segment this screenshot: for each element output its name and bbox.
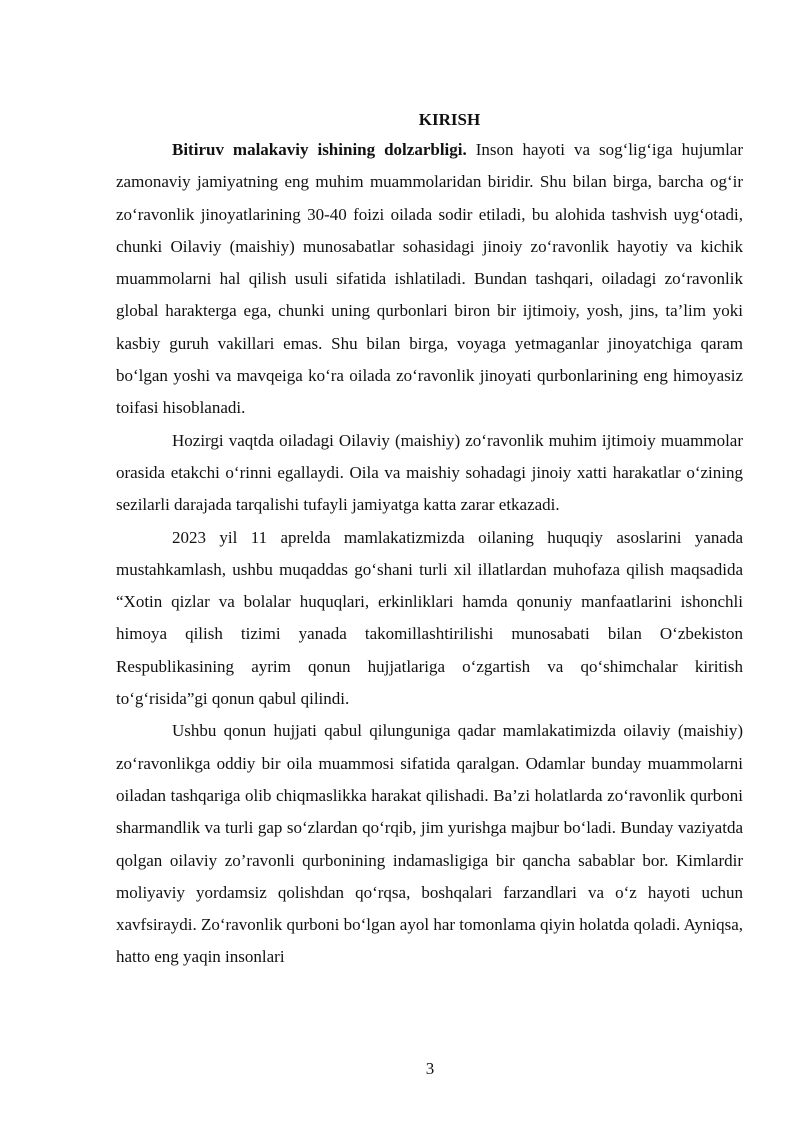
paragraph-before-law: Ushbu qonun hujjati qabul qilunguniga qadar mamlakatimizda oilaviy (maishiy) zo‘ravonlikga oddiy bir oila muammosi sifatida qaralgan. Odamlar bunday muammolarni oiladan tashqariga olib chiqmaslikka harakat qilishadi. Ba’zi holatlarda zo‘ravonlik qurboni sharmandlik va turli gap so‘zlardan qo‘rqib, jim yurishga majbur bo‘ladi. Bunday vaziyatda qolgan oilaviy zo’ravonli qurbonining indamasligiga bir qancha sabablar bor. Kimlardir moliyaviy yordamsiz qolishdan qo‘rqsa, boshqalari farzandlari va o‘z hayoti uchun xavfsiraydi. Zo‘ravonlik qurboni bo‘lgan ayol har tomonlama qiyin holatda qoladi. Ayniqsa, hatto eng yaqin insonlari (116, 721, 743, 967)
document-page (116, 106, 743, 974)
paragraph-text: Inson hayoti va sog‘lig‘iga hujumlar zamonaviy jamiyatning eng muhim muammolaridan biridir. Shu bilan birga, barcha og‘ir zo‘ravonlik jinoyatlarining 30-40 foizi oilada sodir etiladi, bu alohida tashvish uyg‘otadi, chunki Oilaviy (maishiy) munosabatlar sohasidagi jinoiy zo‘ravonlik hayotiy va kichik muammolarni hal qilish usuli sifatida ishlatiladi. Bundan tashqari, oiladagi zo‘ravonlik global harakterga ega, chunki uning qurbonlari biron bir ijtimoiy, yosh, jins, ta’lim yoki kasbiy guruh vakillari emas. Shu bilan birga, voyaga yetmaganlar jinoyatchiga qaram bo‘lgan yoshi va mavqeiga ko‘ra oilada zo‘ravonlik jinoyati qurbonlarining eng himoyasiz toifasi hisoblanadi. (116, 140, 743, 418)
page-number: 3 (425, 1059, 435, 1078)
paragraph-current-situation: Hozirgi vaqtda oiladagi Oilaviy (maishiy) zo‘ravonlik muhim ijtimoiy muammolar orasida etakchi o‘rinni egallaydi. Oila va maishiy sohadagi jinoiy xatti harakatlar o‘zining sezilarli darajada tarqalishi tufayli jamiyatga katta zarar etkazadi. (116, 430, 743, 515)
paragraph-law-adoption: 2023 yil 11 aprelda mamlakatizmizda oilaning huquqiy asoslarini yanada mustahkamlash, ushbu muqaddas go‘shani turli xil illatlardan muhofaza qilish maqsadida “Xotin qizlar va bolalar huquqlari, erkinliklari hamda qonuniy manfaatlarini ishonchli himoya qilish tizimi yanada takomillashtirilishi munosabati bilan O‘zbekiston Respublikasining ayrim qonun hujjatlariga o‘zgartish va qo‘shimchalar kiritish to‘g‘risida”gi qonun qabul qilindi. (116, 527, 743, 709)
paragraph-lead: Bitiruv malakaviy ishining dolzarbligi. (172, 140, 467, 159)
section-heading: KIRISH (418, 110, 481, 129)
paragraph-relevance (116, 134, 743, 425)
